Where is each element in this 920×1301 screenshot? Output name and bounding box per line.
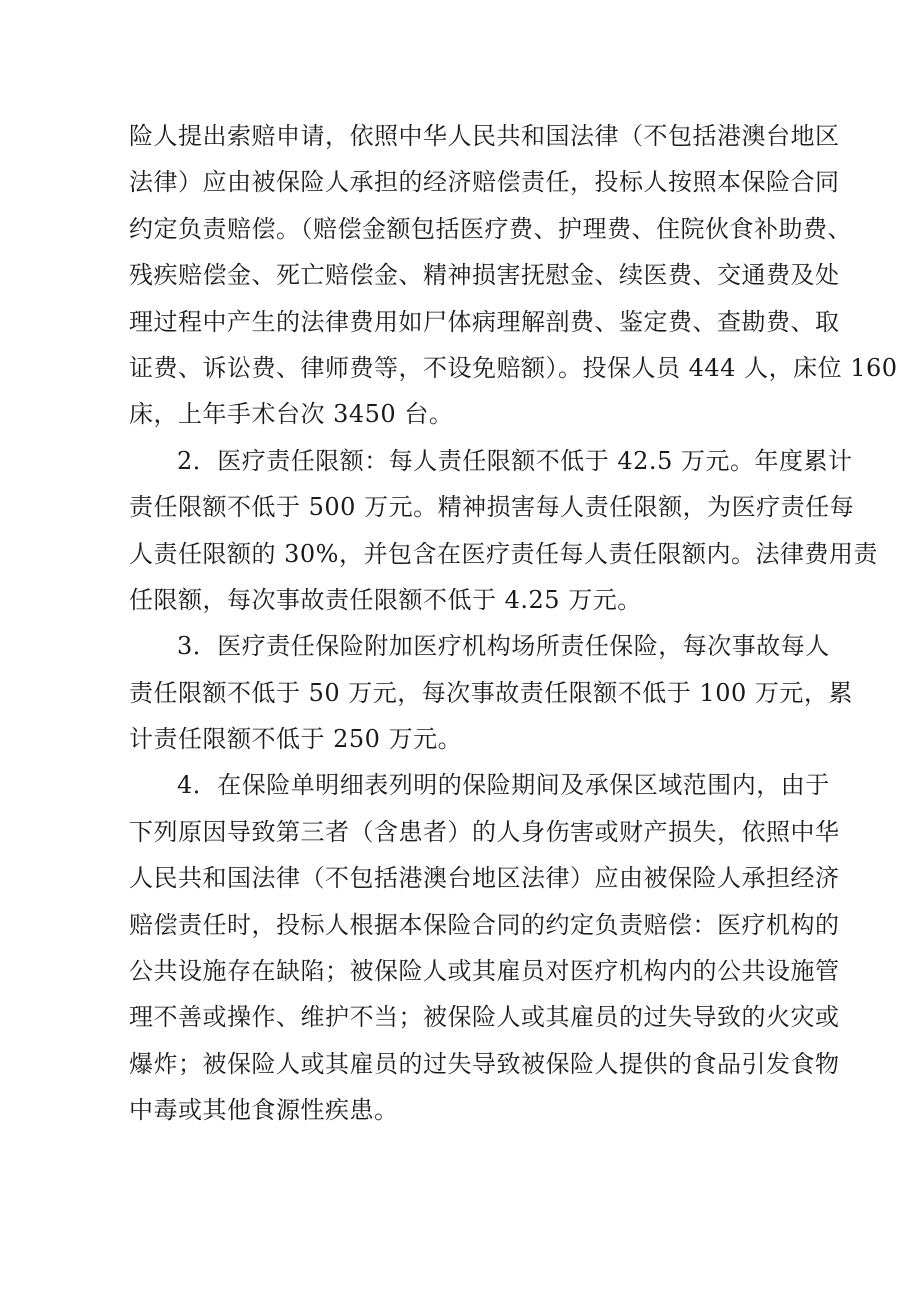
text-line: 2．医疗责任限额：每人责任限额不低于 42.5 万元。年度累计 xyxy=(177,446,853,475)
text-line: 责任限额不低于 500 万元。精神损害每人责任限额，为医疗责任每 xyxy=(129,493,855,522)
text-line: 计责任限额不低于 250 万元。 xyxy=(129,725,463,754)
text-line: 4．在保险单明细表列明的保险期间及承保区域范围内，由于 xyxy=(177,771,830,800)
text-line: 责任限额不低于 50 万元，每次事故责任限额不低于 100 万元，累 xyxy=(129,678,853,707)
text-line: 法律）应由被保险人承担的经济赔偿责任，投标人按照本保险合同 xyxy=(129,168,840,197)
text-line: 理过程中产生的法律费用如尸体病理解剖费、鉴定费、查勘费、取 xyxy=(129,307,840,336)
text-line: 赔偿责任时，投标人根据本保险合同的约定负责赔偿：医疗机构的 xyxy=(129,910,840,939)
text-line: 人民共和国法律（不包括港澳台地区法律）应由被保险人承担经济 xyxy=(129,864,840,893)
paragraph-3-premises-liability xyxy=(129,623,853,762)
paragraph-1-continuation xyxy=(129,113,898,438)
text-line: 3．医疗责任保险附加医疗机构场所责任保险，每次事故每人 xyxy=(177,632,830,661)
document-body xyxy=(129,113,898,1134)
text-line: 理不善或操作、维护不当；被保险人或其雇员的过失导致的火灾或 xyxy=(129,1003,840,1032)
text-line: 约定负责赔偿。（赔偿金额包括医疗费、护理费、住院伙食补助费、 xyxy=(129,214,852,243)
paragraph-2-medical-liability-limit xyxy=(129,438,878,624)
text-line: 爆炸；被保险人或其雇员的过失导致被保险人提供的食品引发食物 xyxy=(129,1049,840,1078)
text-line: 下列原因导致第三者（含患者）的人身伤害或财产损失，依照中华 xyxy=(129,817,840,846)
text-line: 证费、诉讼费、律师费等，不设免赔额）。投保人员 444 人，床位 160 xyxy=(129,353,898,382)
paragraph-4-third-party-liability xyxy=(129,762,840,1133)
text-line: 任限额，每次事故责任限额不低于 4.25 万元。 xyxy=(129,585,642,614)
text-line: 床，上年手术台次 3450 台。 xyxy=(129,400,454,429)
text-line: 人责任限额的 30%，并包含在医疗责任每人责任限额内。法律费用责 xyxy=(129,539,878,568)
text-line: 残疾赔偿金、死亡赔偿金、精神损害抚慰金、续医费、交通费及处 xyxy=(129,261,840,290)
text-line: 险人提出索赔申请，依照中华人民共和国法律（不包括港澳台地区 xyxy=(129,122,840,150)
text-line: 公共设施存在缺陷；被保险人或其雇员对医疗机构内的公共设施管 xyxy=(129,957,840,986)
text-line: 中毒或其他食源性疾患。 xyxy=(129,1096,399,1125)
